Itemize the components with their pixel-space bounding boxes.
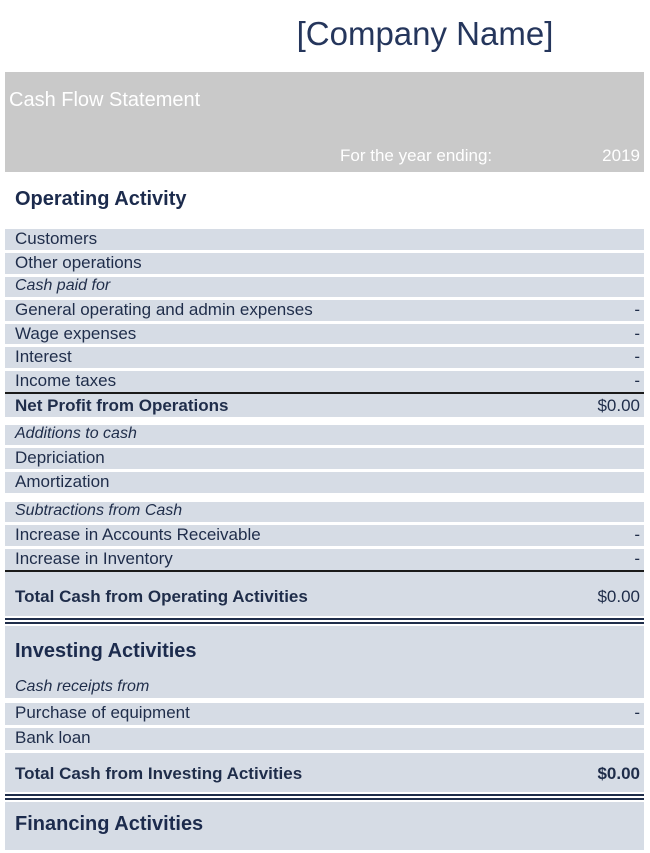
row-inventory <box>5 549 644 570</box>
row-label: Other operations <box>15 253 142 272</box>
row-other-operations <box>5 253 644 274</box>
financing-header-block <box>5 802 644 850</box>
row-subtractions <box>5 502 644 522</box>
investing-header-block <box>5 626 644 698</box>
row-label: Purchase of equipment <box>15 703 190 722</box>
row-depreciation <box>5 448 644 469</box>
investing-heading: Investing Activities <box>15 640 197 662</box>
row-value: - <box>634 703 640 722</box>
row-interest <box>5 347 644 368</box>
row-equipment <box>5 703 644 725</box>
row-label: Increase in Inventory <box>15 549 173 568</box>
row-bank-loan <box>5 728 644 750</box>
row-label: Total Cash from Investing Activities <box>15 764 303 783</box>
row-label: Cash paid for <box>15 277 111 294</box>
company-name: [Company Name] <box>296 15 554 52</box>
row-wage-expenses <box>5 324 644 344</box>
operating-heading: Operating Activity <box>15 188 187 210</box>
year-value: 2019 <box>602 146 640 165</box>
row-value: $0.00 <box>597 587 640 606</box>
row-total-investing <box>5 753 644 792</box>
row-net-profit <box>5 392 644 417</box>
row-additions <box>5 425 644 445</box>
row-label: Wage expenses <box>15 324 137 343</box>
row-receipts: Cash receipts from <box>15 678 150 695</box>
row-value: - <box>634 525 640 544</box>
row-value: $0.00 <box>597 764 640 783</box>
row-total-operating <box>5 570 644 616</box>
financing-heading: Financing Activities <box>15 813 204 835</box>
row-label: Depriciation <box>15 448 105 467</box>
row-label: Net Profit from Operations <box>15 396 229 415</box>
row-value: - <box>634 300 640 319</box>
row-customers <box>5 229 644 250</box>
row-value: - <box>634 347 640 366</box>
row-value: - <box>634 324 640 343</box>
row-income-taxes <box>5 371 644 392</box>
row-value: - <box>634 371 640 390</box>
row-label: Subtractions from Cash <box>15 502 183 519</box>
row-label: Amortization <box>15 472 110 491</box>
row-value: $0.00 <box>597 396 640 415</box>
row-label: Increase in Accounts Receivable <box>15 525 261 544</box>
row-cash-paid-for <box>5 277 644 297</box>
statement-header-band <box>5 72 644 172</box>
section-divider <box>5 794 644 796</box>
row-amortization <box>5 472 644 493</box>
row-label: Customers <box>15 229 98 248</box>
year-label: For the year ending: <box>340 146 493 165</box>
row-label: Bank loan <box>15 728 91 747</box>
statement-title: Cash Flow Statement <box>9 89 201 111</box>
section-divider <box>5 622 644 624</box>
section-divider <box>5 798 644 800</box>
section-divider <box>5 618 644 620</box>
row-label: General operating and admin expenses <box>15 300 313 319</box>
row-value: - <box>634 549 640 568</box>
row-label: Additions to cash <box>15 425 137 442</box>
row-general-expenses <box>5 300 644 321</box>
row-accounts-receivable <box>5 525 644 546</box>
row-label: Income taxes <box>15 371 117 390</box>
row-label: Interest <box>15 347 72 366</box>
row-label: Total Cash from Operating Activities <box>15 587 308 606</box>
